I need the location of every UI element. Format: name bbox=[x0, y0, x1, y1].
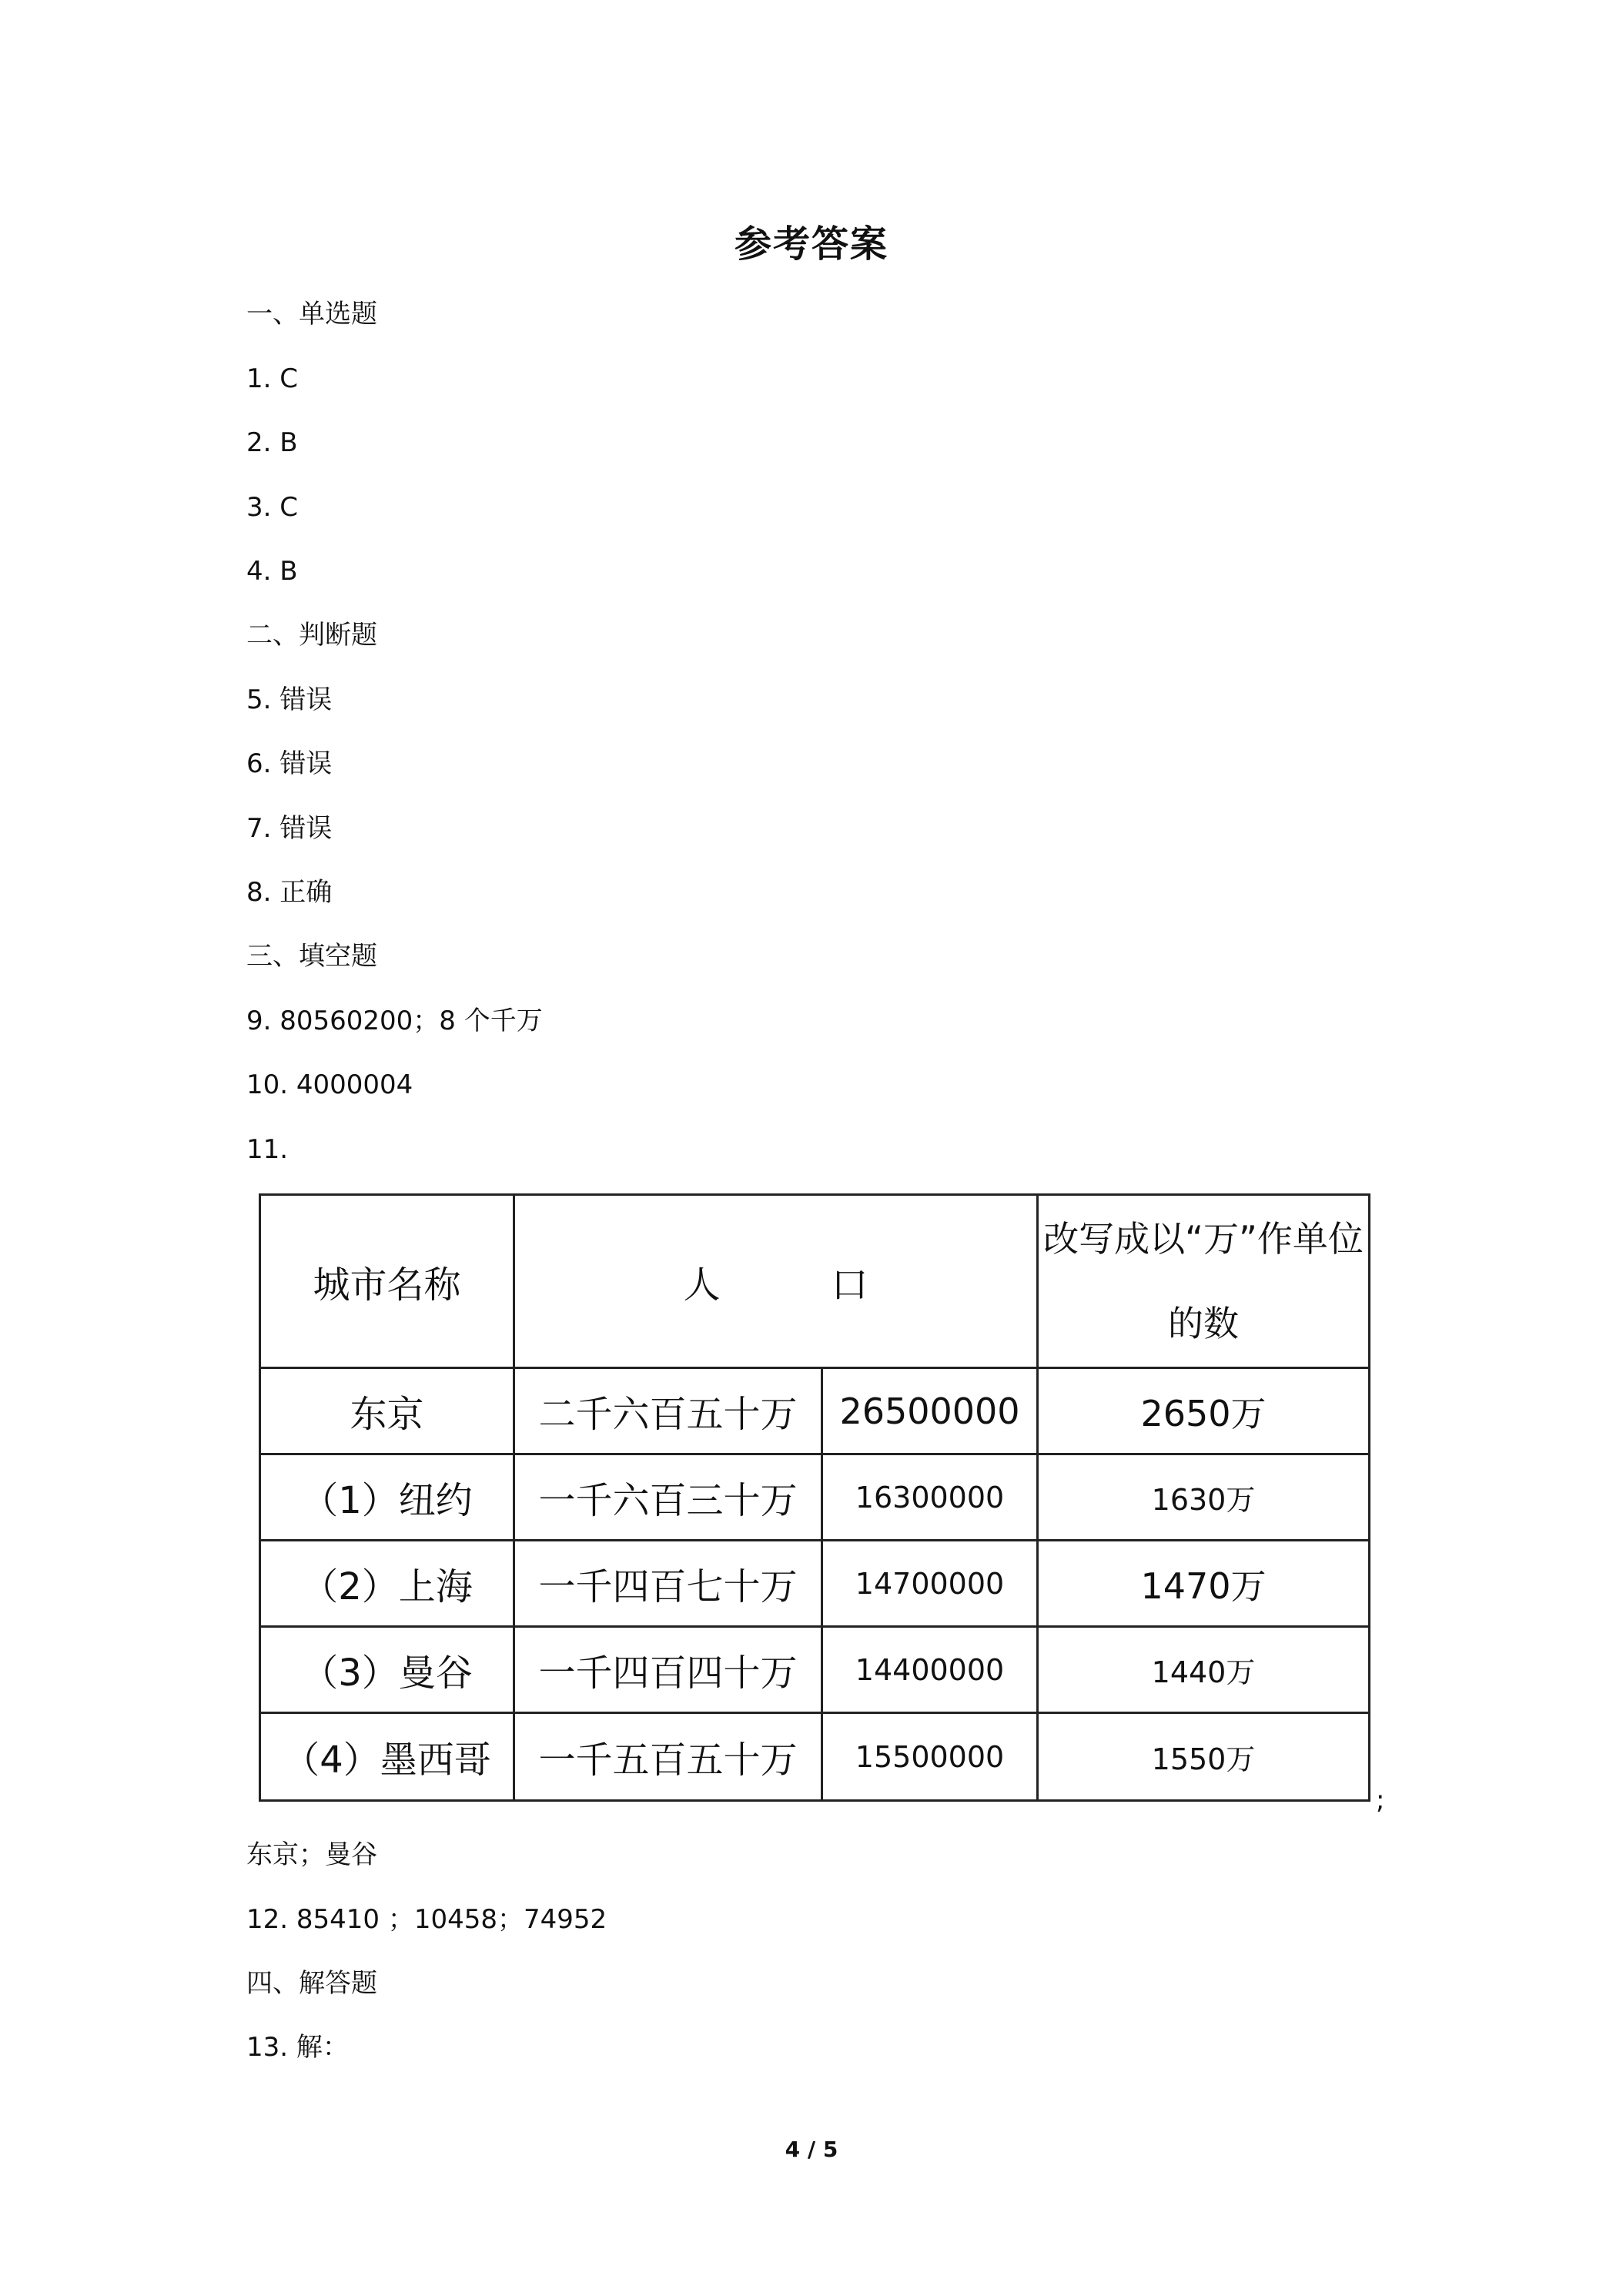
cell-wan: 1630万 bbox=[1038, 1454, 1370, 1541]
cell-digits: 16300000 bbox=[822, 1454, 1038, 1541]
header-city: 城市名称 bbox=[260, 1195, 514, 1368]
answer-line: 3. C bbox=[246, 492, 298, 523]
population-table bbox=[259, 1193, 1370, 1802]
table-row bbox=[260, 1454, 1370, 1541]
section-heading-solve: 四、解答题 bbox=[246, 1968, 377, 1999]
answer-line: 1. C bbox=[246, 363, 298, 394]
table-row bbox=[260, 1627, 1370, 1713]
table-row bbox=[260, 1368, 1370, 1454]
answer-line: 2. B bbox=[246, 427, 298, 458]
answer-line: 11. bbox=[246, 1134, 289, 1165]
section-heading-true-false: 二、判断题 bbox=[246, 620, 377, 651]
cell-city: （3）曼谷 bbox=[260, 1627, 514, 1713]
answer-line: 10. 4000004 bbox=[246, 1069, 413, 1100]
cell-city: （2）上海 bbox=[260, 1541, 514, 1627]
cell-wan: 1550万 bbox=[1038, 1713, 1370, 1801]
header-population: 人 口 bbox=[514, 1195, 1038, 1368]
cell-words: 一千四百四十万 bbox=[514, 1627, 822, 1713]
cell-wan: 2650万 bbox=[1038, 1368, 1370, 1454]
cell-words: 一千六百三十万 bbox=[514, 1454, 822, 1541]
answer-line: 东京；曼谷 bbox=[246, 1839, 377, 1870]
cell-wan: 1440万 bbox=[1038, 1627, 1370, 1713]
answer-line: 6. 错误 bbox=[246, 748, 333, 779]
answer-line: 7. 错误 bbox=[246, 813, 333, 844]
page-number: 4 / 5 bbox=[785, 2137, 838, 2162]
answer-line: 8. 正确 bbox=[246, 877, 333, 908]
cell-words: 二千六百五十万 bbox=[514, 1368, 822, 1454]
section-heading-single-choice: 一、单选题 bbox=[246, 299, 377, 330]
table-row bbox=[260, 1541, 1370, 1627]
answer-line: 13. 解： bbox=[246, 2032, 349, 2063]
cell-words: 一千五百五十万 bbox=[514, 1713, 822, 1801]
cell-city: （4）墨西哥 bbox=[260, 1713, 514, 1801]
answer-line: 5. 错误 bbox=[246, 684, 333, 715]
cell-city: （1）纽约 bbox=[260, 1454, 514, 1541]
header-converted: 改写成以“万”作单位的数 bbox=[1038, 1195, 1370, 1368]
cell-words: 一千四百七十万 bbox=[514, 1541, 822, 1627]
cell-digits: 15500000 bbox=[822, 1713, 1038, 1801]
table-header-row bbox=[260, 1195, 1370, 1368]
answer-line: 9. 80560200；8 个千万 bbox=[246, 1006, 543, 1036]
cell-city: 东京 bbox=[260, 1368, 514, 1454]
answer-line: 12. 85410 ；10458；74952 bbox=[246, 1904, 607, 1935]
cell-digits: 14400000 bbox=[822, 1627, 1038, 1713]
table-row bbox=[260, 1713, 1370, 1801]
table-trailing-punctuation: ; bbox=[1376, 1785, 1385, 1816]
cell-digits: 26500000 bbox=[822, 1368, 1038, 1454]
page-title: 参考答案 bbox=[734, 223, 888, 266]
answer-line: 4. B bbox=[246, 556, 298, 587]
section-heading-fill-blank: 三、填空题 bbox=[246, 941, 377, 972]
cell-wan: 1470万 bbox=[1038, 1541, 1370, 1627]
cell-digits: 14700000 bbox=[822, 1541, 1038, 1627]
